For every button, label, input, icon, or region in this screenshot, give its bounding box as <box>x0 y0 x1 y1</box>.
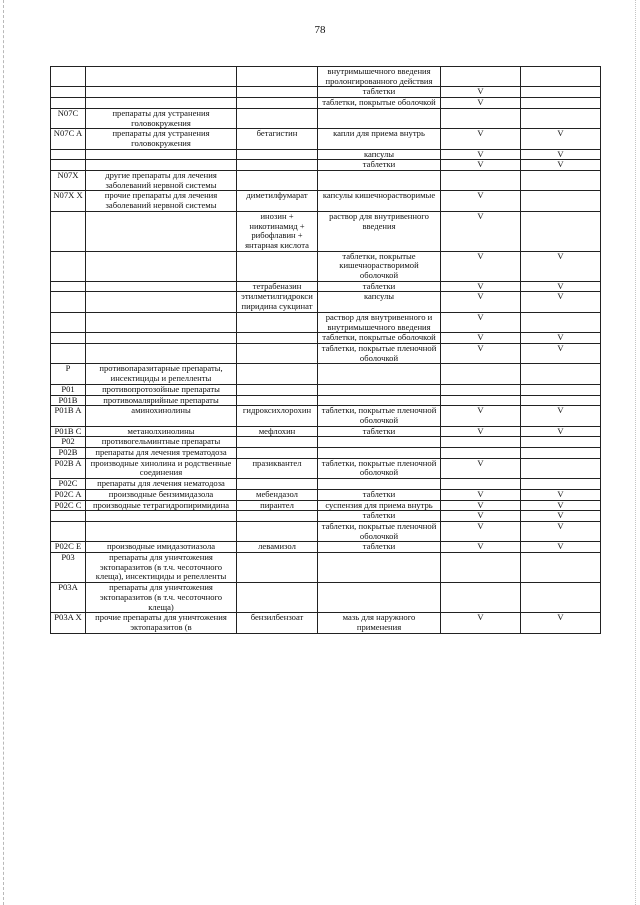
dosage-form-cell: таблетки, покрытые кишечнорастворимой оболочкой <box>318 251 441 281</box>
atc-group-cell: препараты для лечения трематодоза <box>86 448 237 459</box>
drug-name-cell <box>237 384 318 395</box>
drug-name-cell: мебендазол <box>237 489 318 500</box>
table-row <box>51 364 601 384</box>
drug-name-cell: левамизол <box>237 542 318 553</box>
drug-name-cell: бензилбензоат <box>237 613 318 633</box>
dosage-form-cell: раствор для внутривенного и внутримышечного введения <box>318 312 441 332</box>
table-row <box>51 108 601 128</box>
mark-cell-2: V <box>521 343 601 363</box>
table-row <box>51 251 601 281</box>
drug-name-cell <box>237 395 318 406</box>
atc-code-cell <box>51 87 86 98</box>
drug-name-cell <box>237 333 318 344</box>
atc-group-cell <box>86 292 237 312</box>
mark-cell-2 <box>521 448 601 459</box>
scan-edge-left <box>3 0 5 905</box>
table-row <box>51 171 601 191</box>
dosage-form-cell: таблетки, покрытые пленочной оболочкой <box>318 406 441 426</box>
drug-name-cell <box>237 583 318 613</box>
atc-group-cell: метанолхинолины <box>86 426 237 437</box>
table-row <box>51 191 601 211</box>
mark-cell-2: V <box>521 251 601 281</box>
atc-code-cell <box>51 98 86 109</box>
atc-code-cell: P <box>51 364 86 384</box>
table-row <box>51 292 601 312</box>
atc-code-cell <box>51 149 86 160</box>
mark-cell-2: V <box>521 160 601 171</box>
dosage-form-cell: капсулы кишечнорастворимые <box>318 191 441 211</box>
dosage-form-cell <box>318 384 441 395</box>
atc-group-cell <box>86 343 237 363</box>
mark-cell-1 <box>441 108 521 128</box>
atc-code-cell <box>51 160 86 171</box>
table-row <box>51 67 601 87</box>
mark-cell-2: V <box>521 129 601 149</box>
mark-cell-2: V <box>521 521 601 541</box>
drug-name-cell <box>237 171 318 191</box>
dosage-form-cell: внутримышечного введения пролонгированного действия <box>318 67 441 87</box>
mark-cell-2 <box>521 312 601 332</box>
drug-name-cell: мефлохин <box>237 426 318 437</box>
mark-cell-2: V <box>521 333 601 344</box>
dosage-form-cell: таблетки, покрытые пленочной оболочкой <box>318 458 441 478</box>
atc-code-cell: N07X X <box>51 191 86 211</box>
atc-code-cell <box>51 211 86 251</box>
scan-edge-right <box>635 0 637 905</box>
table-row <box>51 333 601 344</box>
atc-group-cell <box>86 511 237 522</box>
drug-name-cell <box>237 108 318 128</box>
mark-cell-1: V <box>441 292 521 312</box>
drug-name-cell <box>237 448 318 459</box>
dosage-form-cell <box>318 171 441 191</box>
atc-code-cell: P02C <box>51 479 86 490</box>
atc-group-cell <box>86 149 237 160</box>
mark-cell-2 <box>521 583 601 613</box>
atc-group-cell: препараты для устранения головокружения <box>86 129 237 149</box>
atc-code-cell: P01B C <box>51 426 86 437</box>
mark-cell-2 <box>521 108 601 128</box>
atc-code-cell: P01B A <box>51 406 86 426</box>
table-row <box>51 479 601 490</box>
mark-cell-2 <box>521 171 601 191</box>
atc-group-cell: противомалярийные препараты <box>86 395 237 406</box>
mark-cell-1: V <box>441 211 521 251</box>
mark-cell-1 <box>441 67 521 87</box>
atc-code-cell: P01 <box>51 384 86 395</box>
drug-name-cell <box>237 160 318 171</box>
table-row <box>51 149 601 160</box>
table-row <box>51 98 601 109</box>
drug-name-cell <box>237 437 318 448</box>
atc-code-cell <box>51 312 86 332</box>
drug-name-cell <box>237 312 318 332</box>
mark-cell-1 <box>441 553 521 583</box>
page-number: 78 <box>314 24 326 36</box>
dosage-form-cell: таблетки <box>318 489 441 500</box>
drug-name-cell: пирантел <box>237 500 318 511</box>
atc-group-cell <box>86 521 237 541</box>
mark-cell-2 <box>521 458 601 478</box>
table-row <box>51 500 601 511</box>
atc-code-cell: P02C A <box>51 489 86 500</box>
mark-cell-1: V <box>441 87 521 98</box>
mark-cell-2: V <box>521 511 601 522</box>
table-row <box>51 426 601 437</box>
atc-group-cell <box>86 160 237 171</box>
atc-group-cell: производные бензимидазола <box>86 489 237 500</box>
atc-group-cell <box>86 251 237 281</box>
mark-cell-1: V <box>441 406 521 426</box>
mark-cell-1: V <box>441 458 521 478</box>
table-row <box>51 458 601 478</box>
atc-group-cell: противогельминтные препараты <box>86 437 237 448</box>
dosage-form-cell <box>318 437 441 448</box>
drug-name-cell <box>237 364 318 384</box>
atc-group-cell: препараты для лечения нематодоза <box>86 479 237 490</box>
atc-group-cell <box>86 312 237 332</box>
atc-code-cell <box>51 281 86 292</box>
mark-cell-1: V <box>441 149 521 160</box>
mark-cell-1 <box>441 171 521 191</box>
atc-code-cell: P02B <box>51 448 86 459</box>
atc-code-cell <box>51 251 86 281</box>
atc-code-cell: N07X <box>51 171 86 191</box>
atc-code-cell <box>51 521 86 541</box>
mark-cell-2: V <box>521 281 601 292</box>
atc-group-cell: противопаразитарные препараты, инсектициды и репелленты <box>86 364 237 384</box>
dosage-form-cell: капсулы <box>318 149 441 160</box>
drug-list-table <box>50 66 601 634</box>
mark-cell-1: V <box>441 542 521 553</box>
mark-cell-2: V <box>521 500 601 511</box>
dosage-form-cell: таблетки, покрытые пленочной оболочкой <box>318 343 441 363</box>
mark-cell-1: V <box>441 251 521 281</box>
table-row <box>51 553 601 583</box>
drug-name-cell: диметилфумарат <box>237 191 318 211</box>
drug-name-cell: празиквантел <box>237 458 318 478</box>
mark-cell-1 <box>441 395 521 406</box>
dosage-form-cell: таблетки, покрытые оболочкой <box>318 98 441 109</box>
atc-group-cell: производные тетрагидропиримидина <box>86 500 237 511</box>
table-row <box>51 312 601 332</box>
atc-code-cell: P03A X <box>51 613 86 633</box>
mark-cell-1: V <box>441 613 521 633</box>
dosage-form-cell <box>318 479 441 490</box>
atc-code-cell: P01B <box>51 395 86 406</box>
atc-group-cell: прочие препараты для лечения заболеваний нервной системы <box>86 191 237 211</box>
drug-name-cell: тетрабеназин <box>237 281 318 292</box>
drug-name-cell <box>237 343 318 363</box>
atc-code-cell: P02B A <box>51 458 86 478</box>
atc-code-cell <box>51 67 86 87</box>
atc-code-cell <box>51 343 86 363</box>
atc-group-cell: препараты для устранения головокружения <box>86 108 237 128</box>
atc-code-cell: P02C E <box>51 542 86 553</box>
mark-cell-2 <box>521 67 601 87</box>
atc-code-cell <box>51 333 86 344</box>
dosage-form-cell <box>318 553 441 583</box>
mark-cell-2: V <box>521 489 601 500</box>
table-row <box>51 511 601 522</box>
table-row <box>51 542 601 553</box>
mark-cell-2 <box>521 437 601 448</box>
mark-cell-2 <box>521 191 601 211</box>
mark-cell-1 <box>441 479 521 490</box>
atc-code-cell: N07C <box>51 108 86 128</box>
mark-cell-2 <box>521 395 601 406</box>
drug-name-cell <box>237 511 318 522</box>
table-row <box>51 583 601 613</box>
dosage-form-cell: таблетки, покрытые пленочной оболочкой <box>318 521 441 541</box>
mark-cell-1: V <box>441 426 521 437</box>
table-row <box>51 406 601 426</box>
drug-name-cell <box>237 87 318 98</box>
mark-cell-1 <box>441 437 521 448</box>
mark-cell-1: V <box>441 511 521 522</box>
dosage-form-cell: таблетки <box>318 426 441 437</box>
mark-cell-1: V <box>441 343 521 363</box>
table-row <box>51 489 601 500</box>
atc-group-cell <box>86 67 237 87</box>
atc-group-cell <box>86 87 237 98</box>
mark-cell-2: V <box>521 613 601 633</box>
drug-name-cell <box>237 149 318 160</box>
mark-cell-2 <box>521 384 601 395</box>
dosage-form-cell: капли для приема внутрь <box>318 129 441 149</box>
dosage-form-cell: таблетки <box>318 87 441 98</box>
dosage-form-cell: таблетки <box>318 511 441 522</box>
drug-name-cell <box>237 67 318 87</box>
mark-cell-1: V <box>441 333 521 344</box>
dosage-form-cell: мазь для наружного применения <box>318 613 441 633</box>
table-row <box>51 160 601 171</box>
drug-name-cell: этилметилгидроксипиридина сукцинат <box>237 292 318 312</box>
mark-cell-1: V <box>441 98 521 109</box>
mark-cell-2 <box>521 553 601 583</box>
atc-code-cell: P03A <box>51 583 86 613</box>
dosage-form-cell <box>318 108 441 128</box>
table-row <box>51 129 601 149</box>
table-row <box>51 613 601 633</box>
atc-group-cell: другие препараты для лечения заболеваний нервной системы <box>86 171 237 191</box>
mark-cell-1: V <box>441 489 521 500</box>
dosage-form-cell: таблетки <box>318 281 441 292</box>
mark-cell-1 <box>441 384 521 395</box>
table-row <box>51 211 601 251</box>
dosage-form-cell <box>318 448 441 459</box>
drug-name-cell <box>237 521 318 541</box>
mark-cell-1: V <box>441 521 521 541</box>
atc-group-cell <box>86 281 237 292</box>
drug-name-cell: инозин + никотинамид + рибофлавин + янтарная кислота <box>237 211 318 251</box>
table-row <box>51 521 601 541</box>
dosage-form-cell <box>318 364 441 384</box>
mark-cell-1: V <box>441 191 521 211</box>
mark-cell-2 <box>521 211 601 251</box>
atc-group-cell <box>86 211 237 251</box>
atc-code-cell <box>51 511 86 522</box>
mark-cell-1 <box>441 364 521 384</box>
atc-code-cell: P03 <box>51 553 86 583</box>
atc-group-cell: прочие препараты для уничтожения эктопаразитов (в <box>86 613 237 633</box>
dosage-form-cell: таблетки <box>318 542 441 553</box>
mark-cell-2 <box>521 479 601 490</box>
atc-group-cell: препараты для уничтожения эктопаразитов (в т.ч. чесоточного клеща) <box>86 583 237 613</box>
dosage-form-cell: капсулы <box>318 292 441 312</box>
mark-cell-2: V <box>521 406 601 426</box>
table-row <box>51 87 601 98</box>
dosage-form-cell: таблетки, покрытые оболочкой <box>318 333 441 344</box>
atc-group-cell: производные хинолина и родственные соединения <box>86 458 237 478</box>
mark-cell-2 <box>521 98 601 109</box>
mark-cell-1: V <box>441 160 521 171</box>
mark-cell-2: V <box>521 426 601 437</box>
atc-group-cell <box>86 98 237 109</box>
atc-code-cell: P02 <box>51 437 86 448</box>
mark-cell-2 <box>521 87 601 98</box>
mark-cell-2: V <box>521 542 601 553</box>
drug-name-cell <box>237 98 318 109</box>
drug-name-cell <box>237 479 318 490</box>
dosage-form-cell: суспензия для приема внутрь <box>318 500 441 511</box>
drug-list-body <box>51 67 601 634</box>
dosage-form-cell: раствор для внутривенного введения <box>318 211 441 251</box>
atc-group-cell <box>86 333 237 344</box>
mark-cell-2: V <box>521 292 601 312</box>
dosage-form-cell: таблетки <box>318 160 441 171</box>
mark-cell-1 <box>441 448 521 459</box>
mark-cell-1: V <box>441 312 521 332</box>
mark-cell-1: V <box>441 281 521 292</box>
drug-name-cell: бетагистин <box>237 129 318 149</box>
atc-group-cell: производные имидазотиазола <box>86 542 237 553</box>
mark-cell-1 <box>441 583 521 613</box>
atc-code-cell: N07C A <box>51 129 86 149</box>
atc-group-cell: препараты для уничтожения эктопаразитов (в т.ч. чесоточного клеща), инсектициды и репелленты <box>86 553 237 583</box>
drug-name-cell: гидроксихлорохин <box>237 406 318 426</box>
atc-group-cell: аминохинолины <box>86 406 237 426</box>
mark-cell-2: V <box>521 149 601 160</box>
drug-name-cell <box>237 251 318 281</box>
drug-name-cell <box>237 553 318 583</box>
atc-group-cell: противопротозойные препараты <box>86 384 237 395</box>
mark-cell-1: V <box>441 129 521 149</box>
table-row <box>51 384 601 395</box>
atc-code-cell: P02C C <box>51 500 86 511</box>
dosage-form-cell <box>318 395 441 406</box>
table-row <box>51 437 601 448</box>
table-row <box>51 395 601 406</box>
table-row <box>51 281 601 292</box>
mark-cell-1: V <box>441 500 521 511</box>
table-row <box>51 343 601 363</box>
table-row <box>51 448 601 459</box>
atc-code-cell <box>51 292 86 312</box>
dosage-form-cell <box>318 583 441 613</box>
mark-cell-2 <box>521 364 601 384</box>
